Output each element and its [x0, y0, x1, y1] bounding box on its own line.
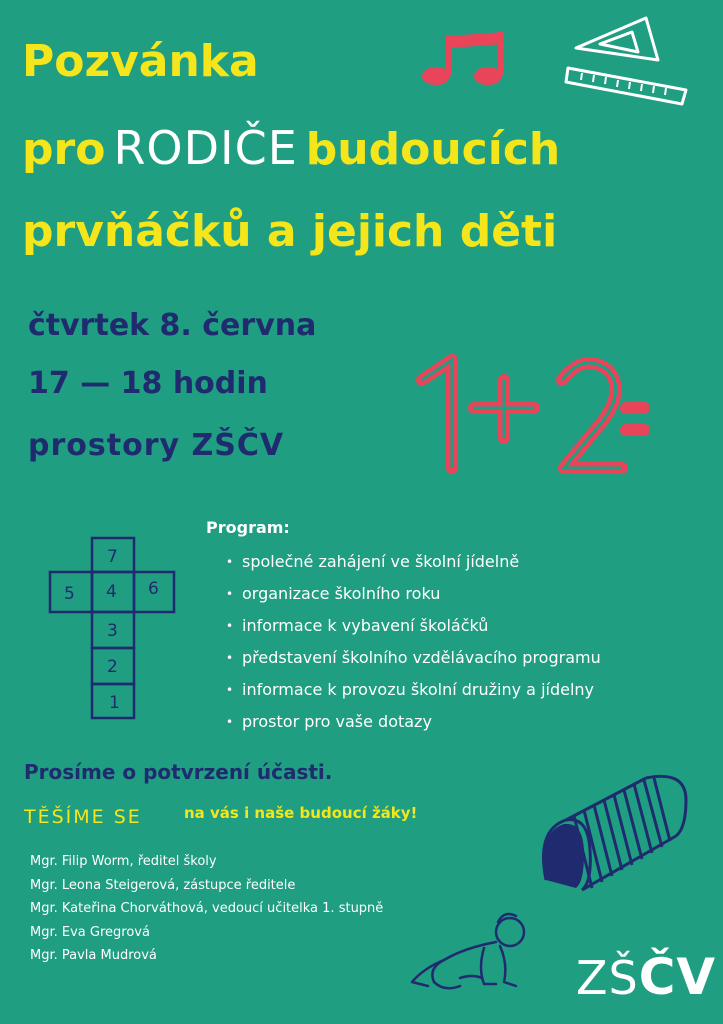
confirm-attendance: Prosíme o potvrzení účasti. [24, 760, 333, 784]
hop-3: 3 [107, 621, 118, 641]
closing-handwritten: TĚŠÍME SE [24, 806, 142, 828]
set-square-ruler-icon [566, 10, 696, 110]
staff-list [30, 850, 383, 968]
program-item: • organizace školního roku [226, 578, 601, 610]
crawling-child-icon [404, 908, 554, 1018]
hop-7: 7 [107, 547, 118, 567]
program-item: • prostor pro vaše dotazy [226, 706, 601, 738]
logo-zs: ZŠ [576, 951, 639, 1005]
title-pro: pro [22, 124, 106, 175]
program-item: • informace k vybavení školáčků [226, 610, 601, 642]
title-line-3: prvňáčků a jejich děti [22, 206, 558, 257]
hop-6: 6 [148, 579, 159, 599]
staff-member: Mgr. Filip Worm, ředitel školy [30, 854, 217, 869]
music-note-icon [418, 28, 514, 88]
staff-member: Mgr. Eva Gregrová [30, 924, 150, 940]
staff-member: Mgr. Pavla Mudrová [30, 948, 157, 963]
event-place: prostory ZŠČV [28, 428, 285, 463]
hop-1: 1 [109, 693, 120, 713]
program-list [226, 546, 601, 738]
program-item: • společné zahájení ve školní jídelně [226, 546, 601, 578]
title-budoucich: budoucích [305, 124, 561, 175]
math-doodle-icon [412, 350, 652, 480]
logo-cv: ČV [638, 948, 717, 1006]
event-time: 17 — 18 hodin [28, 366, 268, 401]
hop-2: 2 [107, 657, 118, 677]
staff-member: Mgr. Leona Steigerová, zástupce ředitele [30, 877, 296, 893]
closing-text: na vás i naše budoucí žáky! [184, 804, 418, 822]
program-item: • informace k provozu školní družiny a jídelny [226, 674, 601, 706]
hop-4: 4 [106, 582, 117, 602]
program-heading: Program: [206, 518, 290, 537]
title-rodice-handwritten: RODIČE [113, 121, 298, 175]
staff-member: Mgr. Kateřina Chorváthová, vedoucí učitelka 1. stupně [30, 901, 384, 916]
school-logo [576, 948, 716, 1006]
title-line-1: Pozvánka [22, 36, 259, 87]
hop-5: 5 [64, 584, 75, 604]
hopscotch-icon [44, 532, 184, 722]
program-item: • představení školního vzdělávacího programu [226, 642, 601, 674]
title-line-2 [22, 121, 561, 175]
play-tunnel-icon [526, 770, 696, 900]
event-date: čtvrtek 8. června [28, 308, 317, 343]
